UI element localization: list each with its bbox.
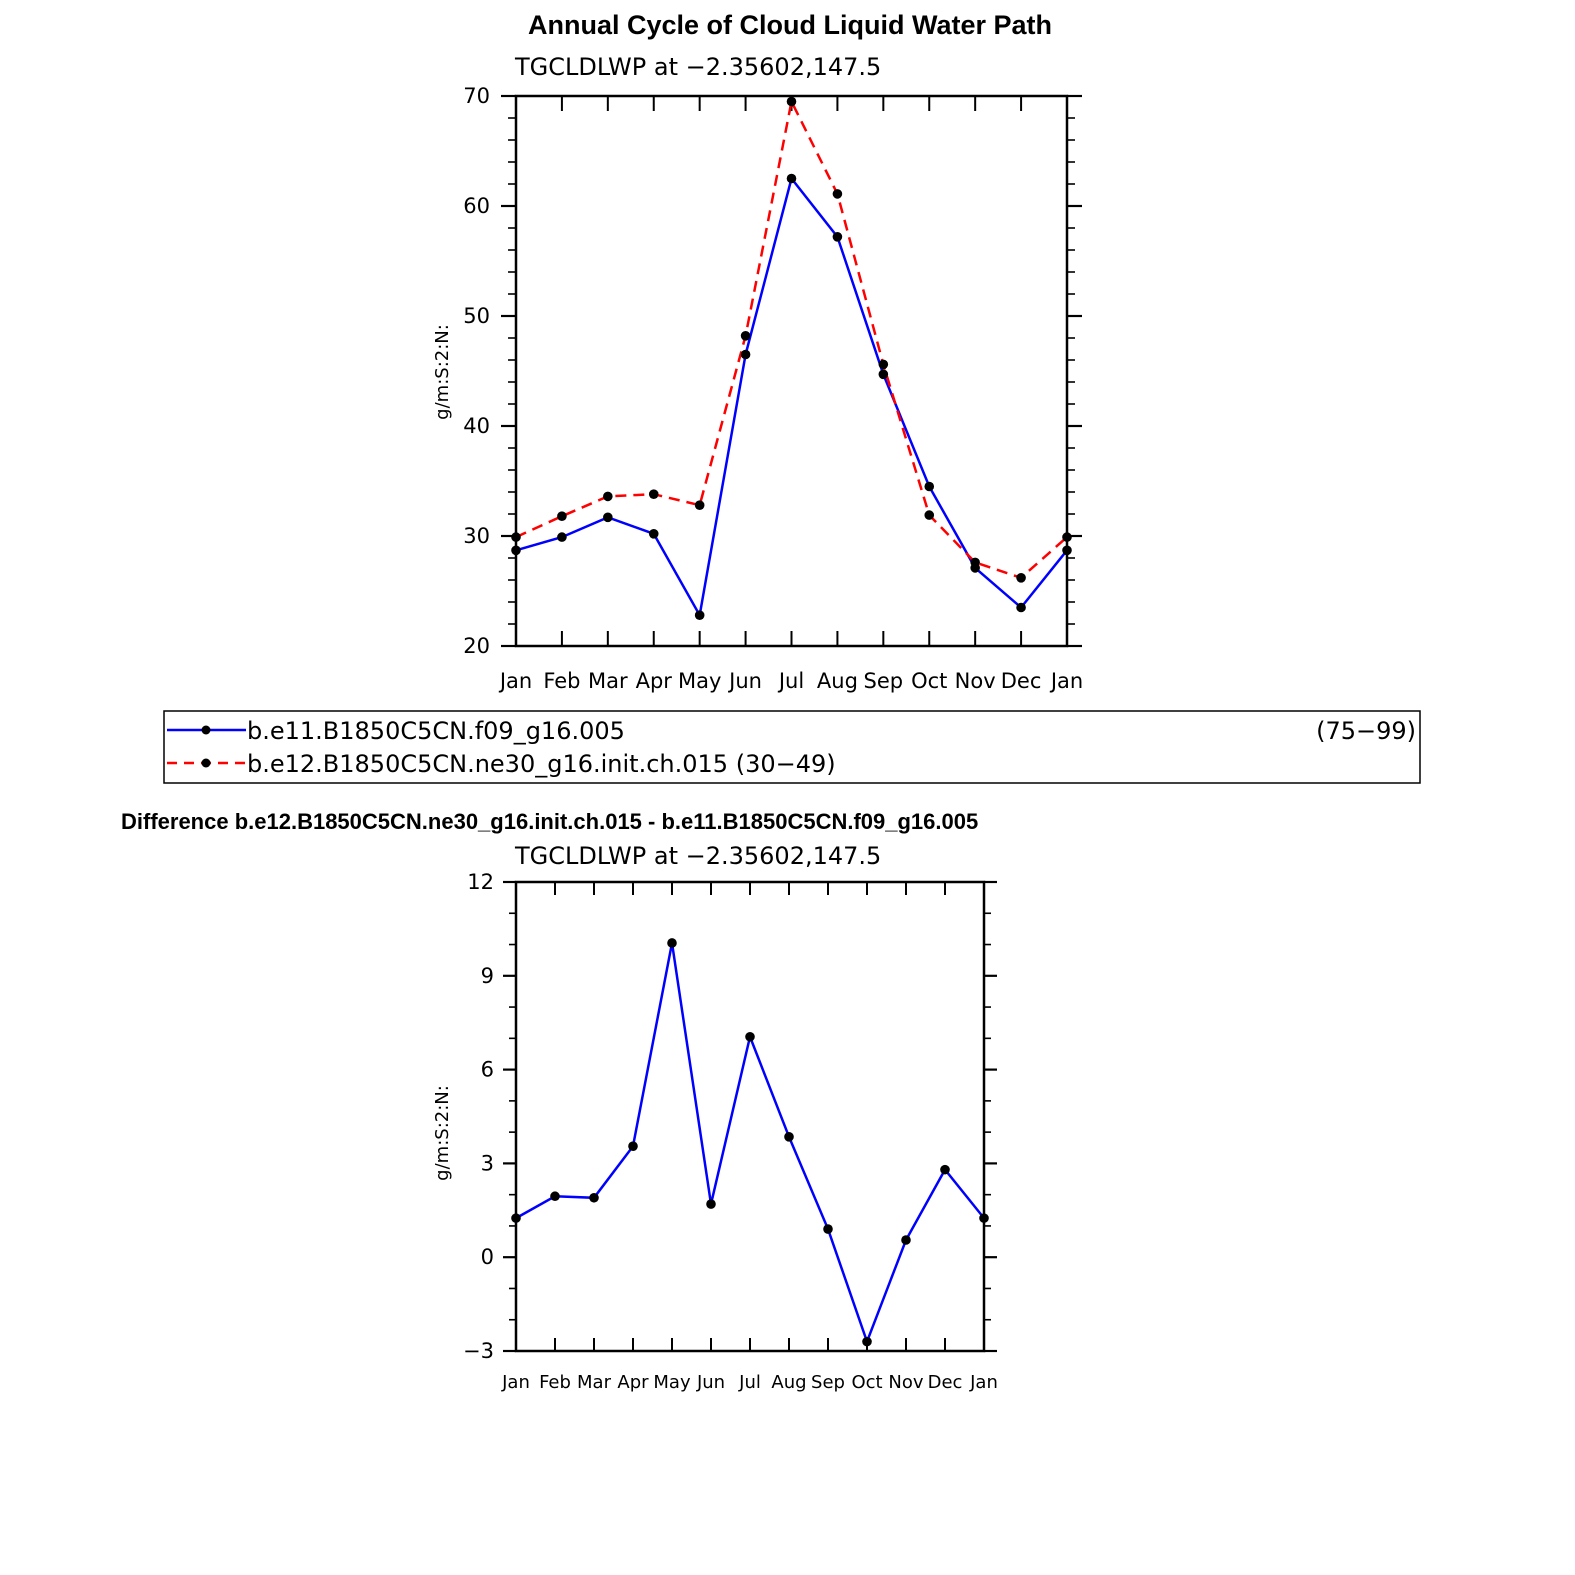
x-tick-label: Oct [851, 1372, 883, 1393]
data-point [1016, 603, 1026, 613]
y-tick-labels [463, 84, 490, 658]
x-tick-label: Sep [863, 669, 904, 693]
data-point [557, 532, 567, 542]
y-tick-label: 60 [463, 194, 490, 218]
data-point [784, 1132, 794, 1142]
chart-subtitle: TGCLDLWP at −2.35602,147.5 [515, 53, 882, 81]
data-point [628, 1141, 638, 1151]
data-point [649, 529, 659, 539]
series-line-1 [516, 179, 1067, 616]
difference-y-tick-labels [463, 870, 494, 1363]
data-point [649, 489, 659, 499]
data-point [603, 492, 613, 502]
x-tick-label: Jan [499, 669, 533, 693]
difference-plot-frame [516, 882, 984, 1351]
x-tick-labels [498, 669, 1083, 693]
x-tick-label: Dec [927, 1372, 963, 1393]
x-tick-label: Sep [811, 1372, 845, 1393]
y-tick-label: 12 [467, 870, 494, 894]
y-tick-label: 20 [463, 634, 490, 658]
y-tick-label: 30 [463, 524, 490, 548]
x-tick-label: Mar [588, 669, 628, 693]
x-tick-label: Jan [1050, 669, 1084, 693]
x-tick-label: Nov [888, 1372, 924, 1393]
data-point [741, 331, 751, 341]
data-point [557, 511, 567, 521]
legend-period-series-1: (75−99) [1316, 717, 1416, 745]
series-line-1 [516, 943, 984, 1342]
data-point [879, 370, 889, 380]
x-tick-label: Feb [539, 1372, 571, 1393]
x-tick-label: Jan [970, 1372, 998, 1393]
x-tick-label: Jul [739, 1372, 761, 1393]
legend-name-series-2: b.e12.B1850C5CN.ne30_g16.init.ch.015 [247, 750, 729, 778]
series-line-2 [516, 102, 1067, 578]
data-point [924, 510, 934, 520]
y-tick-label: 0 [480, 1245, 494, 1270]
y-tick-label: 50 [463, 304, 490, 328]
data-point [833, 189, 843, 199]
difference-series-lines [516, 943, 984, 1342]
x-tick-label: May [653, 1372, 691, 1393]
data-point [970, 558, 980, 568]
x-tick-label: Jul [778, 669, 805, 693]
data-point [924, 482, 934, 492]
data-point [1016, 573, 1026, 583]
difference-chart [121, 809, 998, 1393]
data-point [589, 1193, 599, 1203]
x-tick-label: Nov [954, 669, 996, 693]
legend-marker-series-2 [202, 759, 211, 768]
data-point [833, 232, 843, 242]
chart-title: Annual Cycle of Cloud Liquid Water Path [527, 10, 1053, 40]
x-tick-label: Dec [1000, 669, 1042, 693]
series-points [511, 97, 1072, 620]
data-point [862, 1337, 872, 1347]
x-tick-label: Jun [729, 669, 762, 693]
x-tick-label: Mar [577, 1372, 611, 1393]
data-point [695, 500, 705, 510]
x-tick-label: Oct [911, 669, 948, 693]
x-tick-label: Aug [771, 1372, 807, 1393]
difference-subtitle: TGCLDLWP at −2.35602,147.5 [515, 842, 882, 870]
difference-series-points [511, 938, 989, 1346]
x-tick-label: Feb [543, 669, 581, 693]
y-axis-label: g/m:S:2:N: [432, 324, 453, 420]
x-tick-label: Apr [617, 1372, 649, 1393]
data-point [745, 1032, 755, 1042]
data-point [787, 97, 797, 107]
y-tick-label: 3 [480, 1151, 494, 1176]
data-point [695, 610, 705, 620]
y-tick-label: −3 [463, 1339, 494, 1363]
difference-axis-ticks [503, 882, 997, 1351]
y-tick-label: 40 [463, 414, 490, 438]
y-tick-label: 70 [463, 84, 490, 108]
annual-cycle-chart [432, 10, 1083, 693]
y-tick-label: 6 [480, 1057, 494, 1082]
data-point [879, 360, 889, 370]
legend-period-series-2: (30−49) [735, 750, 836, 778]
x-tick-label: May [677, 669, 722, 693]
difference-y-axis-label: g/m:S:2:N: [432, 1085, 453, 1181]
legend-marker-series-1 [202, 726, 211, 735]
data-point [901, 1235, 911, 1245]
y-tick-label: 9 [480, 963, 494, 988]
x-tick-label: Jun [696, 1372, 726, 1393]
data-point [940, 1165, 950, 1175]
legend-label-series-2 [247, 750, 836, 778]
data-point [603, 513, 613, 523]
data-point [823, 1224, 833, 1234]
legend [164, 711, 1420, 783]
data-point [787, 174, 797, 184]
legend-label-series-1: b.e11.B1850C5CN.f09_g16.005 [247, 717, 625, 745]
difference-x-tick-labels [501, 1372, 998, 1393]
data-point [550, 1191, 560, 1201]
x-tick-label: Apr [635, 669, 672, 693]
data-point [741, 350, 751, 360]
data-point [667, 938, 677, 948]
difference-title: Difference b.e12.B1850C5CN.ne30_g16.init.ch.015 - b.e11.B1850C5CN.f09_g16.005 [121, 809, 979, 834]
x-tick-label: Aug [816, 669, 858, 693]
data-point [706, 1199, 716, 1209]
x-tick-label: Jan [502, 1372, 530, 1393]
